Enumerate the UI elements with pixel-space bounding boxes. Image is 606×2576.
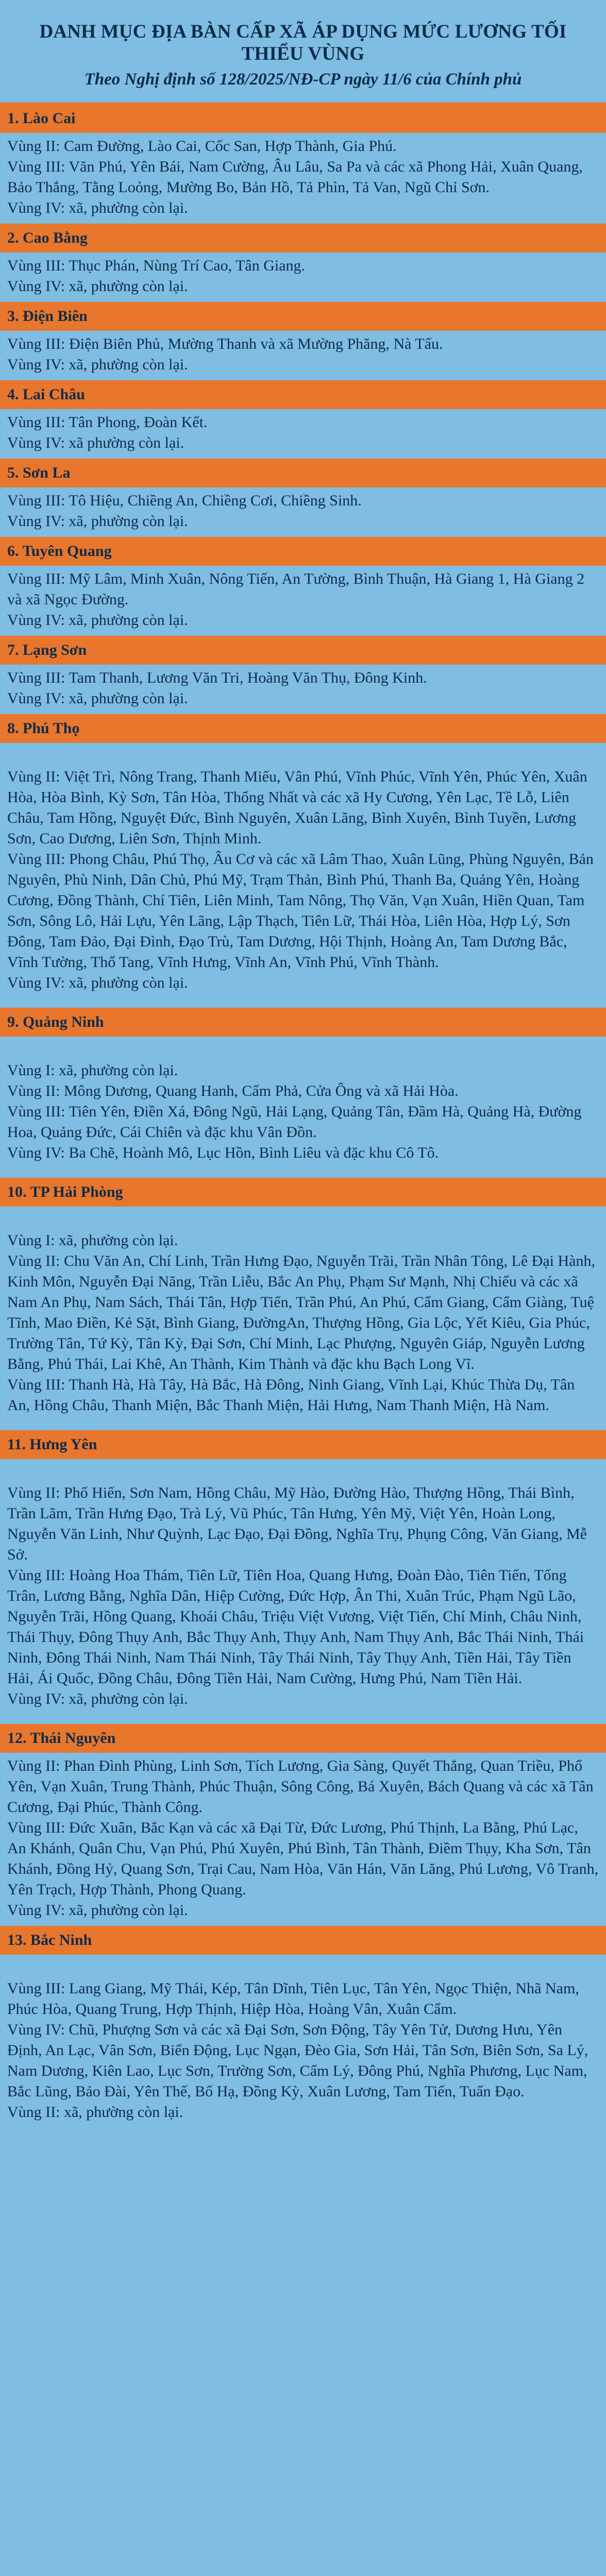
province-title: 2. Cao Bằng xyxy=(0,224,606,252)
province-body xyxy=(0,566,606,636)
province-body xyxy=(0,252,606,302)
region-line: Vùng III: Tam Thanh, Lương Văn Tri, Hoàng Văn Thụ, Đông Kinh. xyxy=(7,669,427,686)
province-title: 9. Quảng Ninh xyxy=(0,1008,606,1037)
province-title: 4. Lai Châu xyxy=(0,380,606,409)
province-title: 8. Phú Thọ xyxy=(0,714,606,743)
province-section xyxy=(0,1430,606,1724)
region-line: Vùng IV: Ba Chẽ, Hoành Mô, Lục Hồn, Bình Liêu và đặc khu Cô Tô. xyxy=(7,1144,439,1161)
region-line: Vùng III: Văn Phú, Yên Bái, Nam Cường, Âu Lâu, Sa Pa và các xã Phong Hải, Xuân Quang, Bảo Thắng, Tằng Loỏng, Mường Bo, Bản Hồ, Tả Phìn, Tả Van, Ngũ Chỉ Sơn. xyxy=(7,158,583,196)
region-line: Vùng II: Phố Hiến, Sơn Nam, Hồng Châu, Mỹ Hào, Đường Hào, Thượng Hồng, Thái Bình, Trần Lãm, Trần Hưng Đạo, Trà Lý, Vũ Phúc, Tân Hưng, Yên Mỹ, Việt Yên, Hoàn Long, Nguyễn Văn Linh, Như Quỳnh, Lạc Đạo, Đại Đồng, Nghĩa Trụ, Phụng Công, Văn Giang, Mễ Sở. xyxy=(7,1484,587,1563)
province-title: 7. Lạng Sơn xyxy=(0,636,606,665)
region-line: Vùng III: Tân Phong, Đoàn Kết. xyxy=(7,414,208,431)
blank-space xyxy=(7,2123,599,2132)
province-title: 13. Bắc Ninh xyxy=(0,1926,606,1955)
region-line: Vùng IV: xã, phường còn lại. xyxy=(7,690,188,707)
region-line: Vùng III: Mỹ Lâm, Minh Xuân, Nông Tiến, An Tường, Bình Thuận, Hà Giang 1, Hà Giang 2 và xã Ngọc Đường. xyxy=(7,570,585,608)
region-line: Vùng III: Thục Phán, Nùng Trí Cao, Tân Giang. xyxy=(7,257,306,274)
blank-space xyxy=(7,1040,599,1060)
province-section xyxy=(0,1178,606,1430)
blank-space xyxy=(7,993,599,1003)
province-body xyxy=(0,331,606,380)
province-title: 12. Thái Nguyên xyxy=(0,1724,606,1753)
region-line: Vùng III: Lang Giang, Mỹ Thái, Kép, Tân Dĩnh, Tiên Lục, Tân Yên, Ngọc Thiện, Nhã Nam, Phúc Hòa, Quang Trung, Hợp Thịnh, Hiệp Hòa, Hoàng Vân, Xuân Cẩm. xyxy=(7,1980,579,2018)
blank-space xyxy=(7,1958,599,1978)
province-title: 10. TP Hải Phòng xyxy=(0,1178,606,1207)
region-line: Vùng IV: xã, phường còn lại. xyxy=(7,1690,188,1707)
region-line: Vùng IV: xã, phường còn lại. xyxy=(7,513,188,530)
region-line: Vùng IV: xã, phường còn lại. xyxy=(7,278,188,295)
province-section xyxy=(0,104,606,224)
region-line: Vùng III: Tô Hiệu, Chiềng An, Chiềng Cơi, Chiềng Sinh. xyxy=(7,492,362,509)
document-title: DANH MỤC ĐỊA BÀN CẤP XÃ ÁP DỤNG MỨC LƯƠNG TỐI THIỂU VÙNG xyxy=(39,21,567,64)
blank-space xyxy=(7,1210,599,1230)
province-body xyxy=(0,133,606,224)
province-section xyxy=(0,302,606,380)
region-line: Vùng II: Phan Đình Phùng, Linh Sơn, Tích Lương, Gia Sàng, Quyết Thắng, Quan Triều, Phổ Yên, Vạn Xuân, Trung Thành, Phúc Thuận, Sông Công, Bá Xuyên, Bách Quang và các xã Tân Cương, Đại Phúc, Thành Công. xyxy=(7,1757,594,1816)
province-body xyxy=(0,487,606,537)
province-body xyxy=(0,665,606,714)
province-title: 6. Tuyên Quang xyxy=(0,537,606,566)
blank-space xyxy=(7,1163,599,1173)
province-body xyxy=(0,1459,606,1724)
region-line: Vùng II: xã, phường còn lại. xyxy=(7,2104,183,2121)
blank-space xyxy=(7,1462,599,1483)
province-section xyxy=(0,224,606,302)
province-section xyxy=(0,636,606,714)
document-subtitle: Theo Nghị định số 128/2025/NĐ-CP ngày 11/6 của Chính phủ xyxy=(84,70,522,89)
province-section xyxy=(0,459,606,537)
region-line: Vùng IV: xã, phường còn lại. xyxy=(7,974,188,991)
region-line: Vùng IV: Chũ, Phượng Sơn và các xã Đại Sơn, Sơn Động, Tây Yên Tử, Dương Hưu, Yên Định, An Lạc, Vân Sơn, Biển Động, Lục Ngạn, Đèo Gia, Sơn Hải, Tân Sơn, Biên Sơn, Sa Lý, Nam Dương, Kiên Lao, Lục Sơn, Trường Sơn, Cẩm Lý, Đông Phú, Nghĩa Phương, Lục Nam, Bắc Lũng, Bảo Đài, Yên Thế, Bố Hạ, Đồng Kỳ, Xuân Lương, Tam Tiến, Tuấn Đạo. xyxy=(7,2021,588,2100)
province-list xyxy=(0,104,606,2137)
region-line: Vùng III: Tiên Yên, Điền Xá, Đông Ngũ, Hải Lạng, Quảng Tân, Đầm Hà, Quảng Hà, Đường Hoa, Quảng Đức, Cái Chiên và đặc khu Vân Đồn. xyxy=(7,1103,582,1141)
province-title: 5. Sơn La xyxy=(0,459,606,487)
region-line: Vùng III: Phong Châu, Phú Thọ, Âu Cơ và các xã Lâm Thao, Xuân Lũng, Phùng Nguyên, Bản Nguyên, Phù Ninh, Dân Chủ, Phú Mỹ, Trạm Thản, Bình Phú, Thanh Ba, Quảng Yên, Hoàng Cương, Đồng Thành, Chí Tiên, Liên Minh, Tam Nông, Thọ Văn, Vạn Xuân, Hiền Quan, Tam Sơn, Sông Lô, Hải Lựu, Yên Lãng, Lập Thạch, Tiên Lữ, Thái Hòa, Liên Hòa, Hợp Lý, Sơn Đông, Tam Đảo, Đại Đình, Đạo Trù, Tam Dương, Hội Thịnh, Hoàng An, Tam Dương Bắc, Vĩnh Tường, Thổ Tang, Vĩnh Hưng, Vĩnh An, Vĩnh Phú, Vĩnh Thành. xyxy=(7,851,594,971)
region-line: Vùng II: Mông Dương, Quang Hanh, Cẩm Phả, Cửa Ông và xã Hải Hòa. xyxy=(7,1082,459,1099)
province-title: 11. Hưng Yên xyxy=(0,1430,606,1459)
region-line: Vùng IV: xã, phường còn lại. xyxy=(7,1902,188,1919)
province-body xyxy=(0,1753,606,1926)
region-line: Vùng IV: xã, phường còn lại. xyxy=(7,356,188,373)
region-line: Vùng IV: xã, phường còn lại. xyxy=(7,612,188,629)
province-section xyxy=(0,1008,606,1178)
province-section xyxy=(0,537,606,636)
region-line: Vùng IV: xã phường còn lại. xyxy=(7,434,184,451)
blank-space xyxy=(7,1416,599,1425)
province-body xyxy=(0,1955,606,2137)
province-section xyxy=(0,1724,606,1926)
province-section xyxy=(0,1926,606,2137)
region-line: Vùng III: Thanh Hà, Hà Tây, Hà Bắc, Hà Đông, Ninh Giang, Vĩnh Lại, Khúc Thừa Dụ, Tân An, Hồng Châu, Thanh Miện, Bắc Thanh Miện, Hải Hưng, Nam Thanh Miện, Hà Nam. xyxy=(7,1376,575,1414)
region-line: Vùng III: Hoàng Hoa Thám, Tiên Lữ, Tiên Hoa, Quang Hưng, Đoàn Đào, Tiên Tiến, Tống Trân, Lương Bằng, Nghĩa Dân, Hiệp Cường, Đức Hợp, Ân Thi, Xuân Trúc, Phạm Ngũ Lão, Nguyễn Trãi, Hồng Quang, Khoái Châu, Triệu Việt Vương, Việt Tiến, Chí Minh, Châu Ninh, Thái Thụy, Đông Thụy Anh, Bắc Thụy Anh, Thụy Anh, Nam Thụy Anh, Bắc Thái Ninh, Thái Ninh, Đông Thái Ninh, Nam Thái Ninh, Tây Thái Ninh, Tây Thụy Anh, Tiền Hải, Tây Tiền Hải, Ái Quốc, Đồng Châu, Đông Tiền Hải, Nam Cường, Hưng Phú, Nam Tiền Hải. xyxy=(7,1567,584,1687)
province-body xyxy=(0,743,606,1008)
blank-space xyxy=(7,746,599,767)
province-body xyxy=(0,409,606,459)
province-body xyxy=(0,1037,606,1178)
blank-space xyxy=(7,1709,599,1719)
region-line: Vùng II: Chu Văn An, Chí Linh, Trần Hưng Đạo, Nguyễn Trãi, Trần Nhân Tông, Lê Đại Hành, Kinh Môn, Nguyễn Đại Năng, Trần Liễu, Bắc An Phụ, Phạm Sư Mạnh, Nhị Chiểu và các xã Nam An Phụ, Nam Sách, Thái Tân, Hợp Tiến, Trần Phú, An Phú, Cẩm Giang, Cẩm Giàng, Tuệ Tĩnh, Mao Điền, Kẻ Sặt, Bình Giang, ĐườngAn, Thượng Hồng, Gia Lộc, Yết Kiêu, Gia Phúc, Trường Tân, Tứ Kỳ, Tân Kỳ, Đại Sơn, Chí Minh, Lạc Phượng, Nguyên Giáp, Nguyễn Lương Bằng, Phú Thái, Lai Khê, An Thành, Kim Thành và đặc khu Bạch Long Vĩ. xyxy=(7,1252,595,1372)
region-line: Vùng IV: xã, phường còn lại. xyxy=(7,199,188,216)
region-line: Vùng III: Điện Biên Phủ, Mường Thanh và xã Mường Phăng, Nà Tấu. xyxy=(7,335,443,352)
province-section xyxy=(0,380,606,459)
region-line: Vùng II: Cam Đường, Lào Cai, Cốc San, Hợp Thành, Gia Phú. xyxy=(7,138,397,155)
region-line: Vùng II: Việt Trì, Nông Trang, Thanh Miếu, Vân Phú, Vĩnh Phúc, Vĩnh Yên, Phúc Yên, Xuân Hòa, Hòa Bình, Kỳ Sơn, Tân Hòa, Thống Nhất và các xã Hy Cương, Yên Lạc, Tề Lỗ, Liên Châu, Tam Hồng, Nguyệt Đức, Bình Nguyên, Xuân Lãng, Bình Xuyên, Bình Tuyền, Lương Sơn, Cao Dương, Liên Sơn, Thịnh Minh. xyxy=(7,768,587,847)
region-line: Vùng I: xã, phường còn lại. xyxy=(7,1232,178,1249)
province-section xyxy=(0,714,606,1008)
document-header xyxy=(0,0,606,104)
province-title: 3. Điện Biên xyxy=(0,302,606,331)
province-title: 1. Lào Cai xyxy=(0,104,606,133)
region-line: Vùng I: xã, phường còn lại. xyxy=(7,1062,178,1079)
province-body xyxy=(0,1207,606,1430)
region-line: Vùng III: Đức Xuân, Bắc Kạn và các xã Đại Từ, Đức Lương, Phú Thịnh, La Bằng, Phú Lạc, An Khánh, Quân Chu, Vạn Phú, Phú Xuyên, Phú Bình, Tân Thành, Điềm Thụy, Kha Sơn, Tân Khánh, Đồng Hỷ, Quang Sơn, Trại Cau, Nam Hòa, Văn Hán, Văn Lăng, Phú Lương, Vô Tranh, Yên Trạch, Hợp Thành, Phong Quang. xyxy=(7,1819,599,1898)
